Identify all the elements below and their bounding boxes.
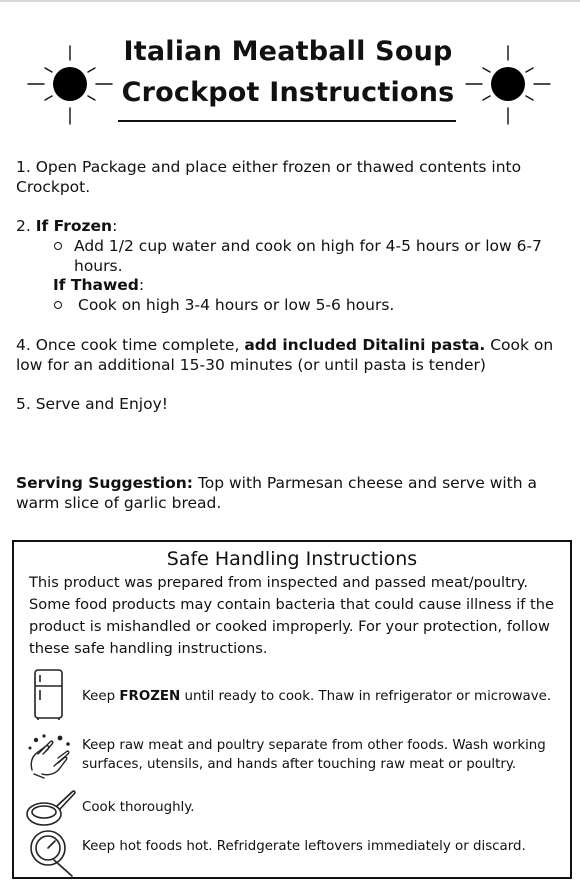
- rule-frozen-emphasis: FROZEN: [119, 689, 181, 704]
- if-frozen-colon: :: [112, 217, 118, 235]
- step-4-text-post: Cook on low for an additional 15-30 minutes (or until pasta is tender): [16, 336, 554, 374]
- rule-frozen-pre: Keep: [82, 689, 120, 704]
- page-title-line2: Crockpot Instructions: [121, 77, 455, 108]
- if-thawed-label: If Thawed: [53, 276, 139, 294]
- rule-separate: Keep raw meat and poultry separate from other foods. Wash working surfaces, utensils, and hands after touching raw meat or poultry.: [82, 738, 546, 772]
- serving-suggestion-label: Serving Suggestion:: [16, 474, 193, 492]
- step-4: [16, 335, 562, 375]
- refrigerator-icon: [24, 668, 76, 720]
- bullet-icon: [54, 242, 62, 250]
- safe-handling-box: [12, 540, 572, 879]
- page-title-line1: Italian Meatball Soup: [123, 36, 453, 67]
- sun-icon: [462, 38, 554, 130]
- rule-cook: Cook thoroughly.: [82, 800, 195, 815]
- frozen-instruction-text: Add 1/2 cup water and cook on high for 4-5 hours or low 6-7 hours.: [74, 237, 542, 275]
- step-4-text-pre: 4. Once cook time complete,: [16, 336, 245, 354]
- thawed-instruction: [78, 295, 558, 315]
- thawed-instruction-text: Cook on high 3-4 hours or low 5-6 hours.: [78, 296, 395, 314]
- safe-handling-intro: This product was prepared from inspected and passed meat/poultry. Some food products may contain bacteria that could cause illness if the product is mishandled or cooked improperly. For your protection, follow these safe handling instructions.: [29, 574, 554, 657]
- step-2-number: 2.: [16, 217, 36, 235]
- rule-hot-foods: Keep hot foods hot. Refridgerate leftovers immediately or discard.: [82, 839, 526, 854]
- step-2-heading: [16, 216, 562, 236]
- top-border: [0, 0, 580, 2]
- step-4-pasta-emphasis: add included Ditalini pasta.: [244, 336, 486, 354]
- serving-suggestion-text: Top with Parmesan cheese and serve with a warm slice of garlic bread.: [16, 474, 538, 512]
- thermometer-icon: [24, 826, 76, 878]
- step-5: 5. Serve and Enjoy!: [16, 395, 168, 413]
- safe-handling-title: Safe Handling Instructions: [166, 548, 418, 570]
- serving-suggestion: [16, 473, 562, 513]
- hand-washing-icon: [24, 730, 76, 782]
- rule-frozen-post: until ready to cook. Thaw in refrigerator or microwave.: [180, 689, 552, 704]
- sun-icon: [24, 38, 116, 130]
- if-frozen-label: If Frozen: [35, 217, 113, 235]
- if-thawed-colon: :: [138, 276, 145, 294]
- step-1: 1. Open Package and place either frozen or thawed contents into Crockpot.: [16, 158, 522, 196]
- rule-frozen: [82, 687, 562, 706]
- bullet-icon: [54, 301, 62, 309]
- if-thawed-heading: [53, 275, 144, 295]
- title-underline: [118, 120, 456, 122]
- frozen-instruction: [74, 236, 564, 276]
